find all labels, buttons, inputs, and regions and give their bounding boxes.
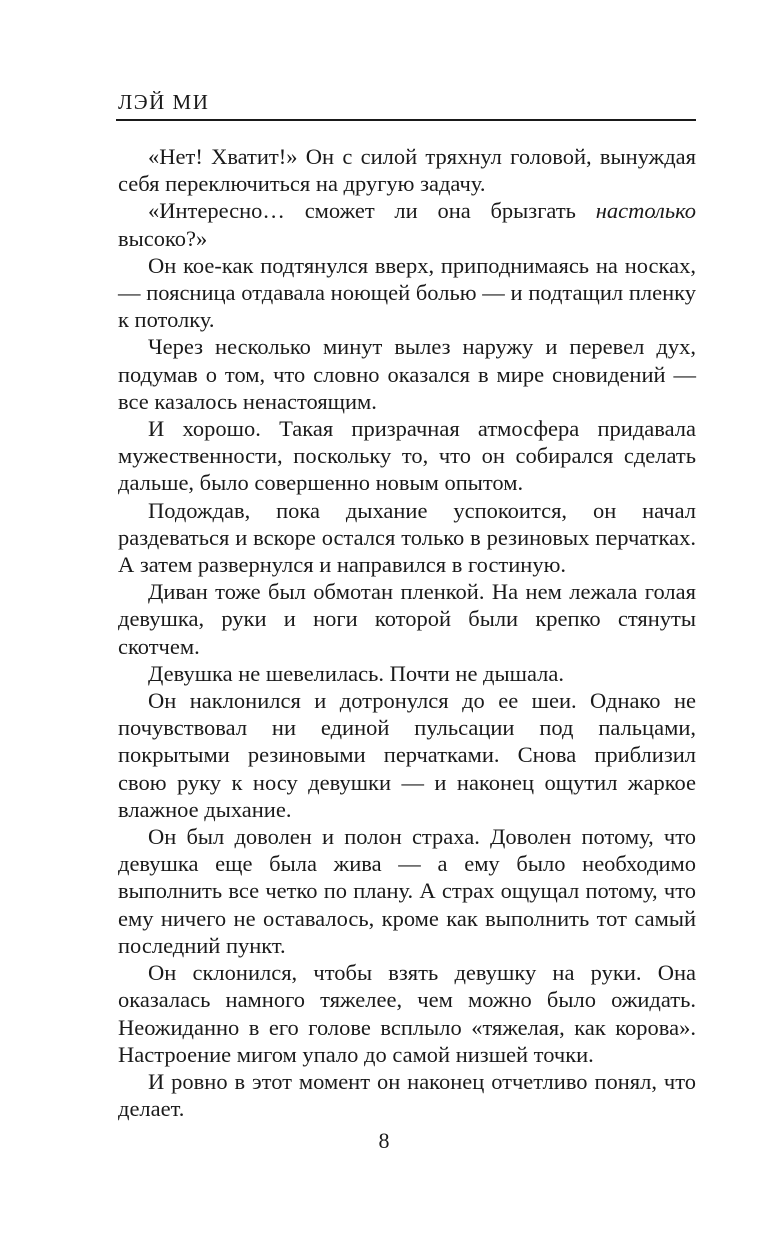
running-head-author: ЛЭЙ МИ bbox=[118, 90, 210, 114]
paragraph-9: Он наклонился и дотронулся до ее шеи. Однако не почувствовал ни единой пульсации под пальцами, покрытыми резиновыми перчатками. Снова приблизил свою руку к носу девушки — и наконец ощутил жаркое влажное дыхание. bbox=[118, 688, 696, 822]
paragraph-8: Девушка не шевелилась. Почти не дышала. bbox=[148, 660, 564, 686]
paragraph-2-start: «Интересно… сможет ли она брызгать bbox=[148, 198, 596, 224]
header-rule bbox=[116, 119, 696, 121]
paragraph-2-end: высоко?» bbox=[118, 225, 208, 251]
paragraph-10: Он был доволен и полон страха. Доволен потому, что девушка еще была жива — а ему было необходимо выполнить все четко по плану. А страх ощущал потому, что ему ничего не оставалось, кроме как выполнить тот самый последний пункт. bbox=[118, 824, 696, 958]
paragraph-2 bbox=[118, 197, 696, 251]
paragraph-5: И хорошо. Такая призрачная атмосфера придавала мужественности, поскольку то, что он собирался сделать дальше, было совершенно новым опытом. bbox=[118, 416, 696, 496]
paragraph-7: Диван тоже был обмотан пленкой. На нем лежала голая девушка, руки и ноги которой были крепко стянуты скотчем. bbox=[118, 579, 696, 659]
body-text bbox=[118, 143, 696, 1122]
paragraph-4: Через несколько минут вылез наружу и перевел дух, подумав о том, что словно оказался в мире сновидений — все казалось ненастоящим. bbox=[118, 334, 696, 414]
paragraph-11: Он склонился, чтобы взять девушку на руки. Она оказалась намного тяжелее, чем можно было ожидать. Неожиданно в его голове всплыло «тяжелая, как корова». Настроение мигом упало до самой низшей точки. bbox=[118, 960, 696, 1067]
paragraph-6: Подождав, пока дыхание успокоится, он начал раздеваться и вскоре остался только в резиновых перчатках. А затем развернулся и направился в гостиную. bbox=[118, 497, 696, 578]
paragraph-1: «Нет! Хватит!» Он с силой тряхнул головой, вынуждая себя переключиться на другую задачу. bbox=[118, 144, 696, 197]
paragraph-12: И ровно в этот момент он наконец отчетливо понял, что делает. bbox=[118, 1068, 696, 1122]
paragraph-3: Он кое-как подтянулся вверх, приподнимаясь на носках, — поясница отдавала ноющей болью — и подтащил пленку к потолку. bbox=[118, 252, 696, 333]
page-number: 8 bbox=[378, 1128, 390, 1153]
paragraph-2-italic: настолько bbox=[595, 198, 696, 224]
